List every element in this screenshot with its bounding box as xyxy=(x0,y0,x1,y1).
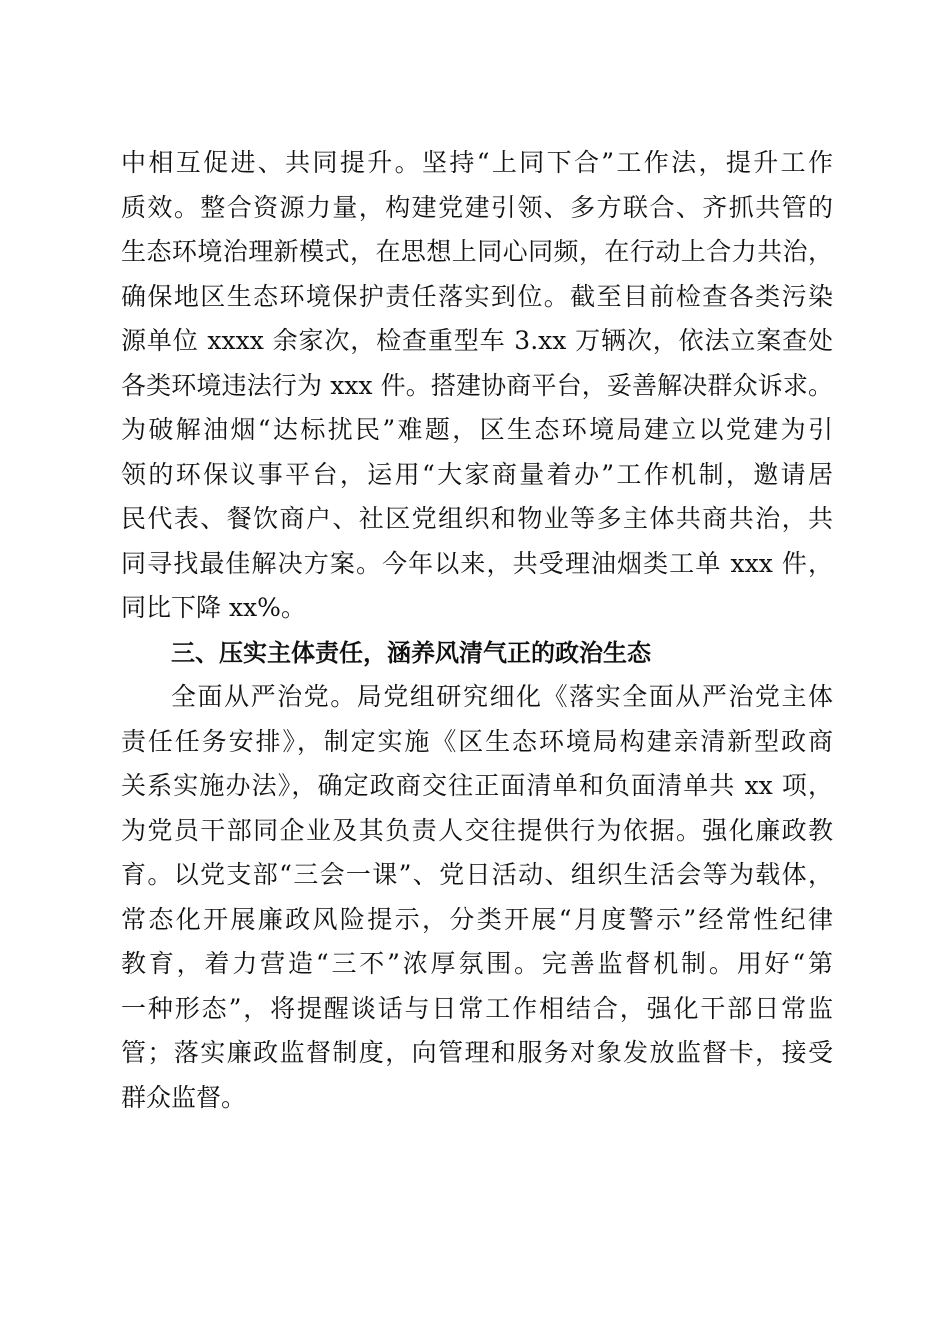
text-line: 为党员干部同企业及其负责人交往提供行为依据。强化廉政教 xyxy=(121,815,833,845)
text-line: 全面从严治党。局党组研究细化《落实全面从严治党主体 xyxy=(171,682,833,711)
text-line: 质效。整合资源力量，构建党建引领、多方联合、齐抓共管的 xyxy=(121,192,833,222)
section-heading: 三、压实主体责任，涵养风清气正的政治生态 xyxy=(171,638,651,667)
text-line: 责任任务安排》，制定实施《区生态环境局构建亲清新型政商 xyxy=(121,726,833,756)
text-line: 源单位 xxxx 余家次，检查重型车 3.xx 万辆次，依法立案查处 xyxy=(121,326,833,355)
text-line: 确保地区生态环境保护责任落实到位。截至目前检查各类污染 xyxy=(121,281,833,311)
text-line: 群众监督。 xyxy=(121,1082,247,1112)
text-line: 领的环保议事平台，运用“大家商量着办”工作机制，邀请居 xyxy=(121,459,833,489)
text-line: 教育，着力营造“三不”浓厚氛围。完善监督机制。用好“第 xyxy=(121,949,833,978)
text-line: 育。以党支部“三会一课”、党日活动、组织生活会等为载体， xyxy=(121,860,833,889)
text-line: 中相互促进、共同提升。坚持“上同下合”工作法，提升工作 xyxy=(121,148,833,177)
text-line: 同比下降 xx%。 xyxy=(121,593,306,622)
text-line: 常态化开展廉政风险提示，分类开展“月度警示”经常性纪律 xyxy=(121,904,833,934)
text-line: 各类环境违法行为 xxx 件。搭建协商平台，妥善解决群众诉求。 xyxy=(121,370,833,400)
text-line: 为破解油烟“达标扰民”难题，区生态环境局建立以党建为引 xyxy=(121,415,833,444)
text-line: 同寻找最佳解决方案。今年以来，共受理油烟类工单 xxx 件， xyxy=(121,548,833,578)
paragraph-party-discipline xyxy=(121,675,833,1120)
text-line: 民代表、餐饮商户、社区党组织和物业等多主体共商共治，共 xyxy=(121,504,833,533)
text-line: 关系实施办法》，确定政商交往正面清单和负面清单共 xx 项， xyxy=(121,771,833,800)
text-line: 管；落实廉政监督制度，向管理和服务对象发放监督卡，接受 xyxy=(121,1038,833,1067)
text-line: 一种形态”，将提醒谈话与日常工作相结合，强化干部日常监 xyxy=(121,993,833,1023)
text-line: 生态环境治理新模式，在思想上同心同频，在行动上合力共治， xyxy=(121,237,833,266)
paragraph-environment-governance xyxy=(121,141,833,631)
document-body xyxy=(121,141,833,1120)
